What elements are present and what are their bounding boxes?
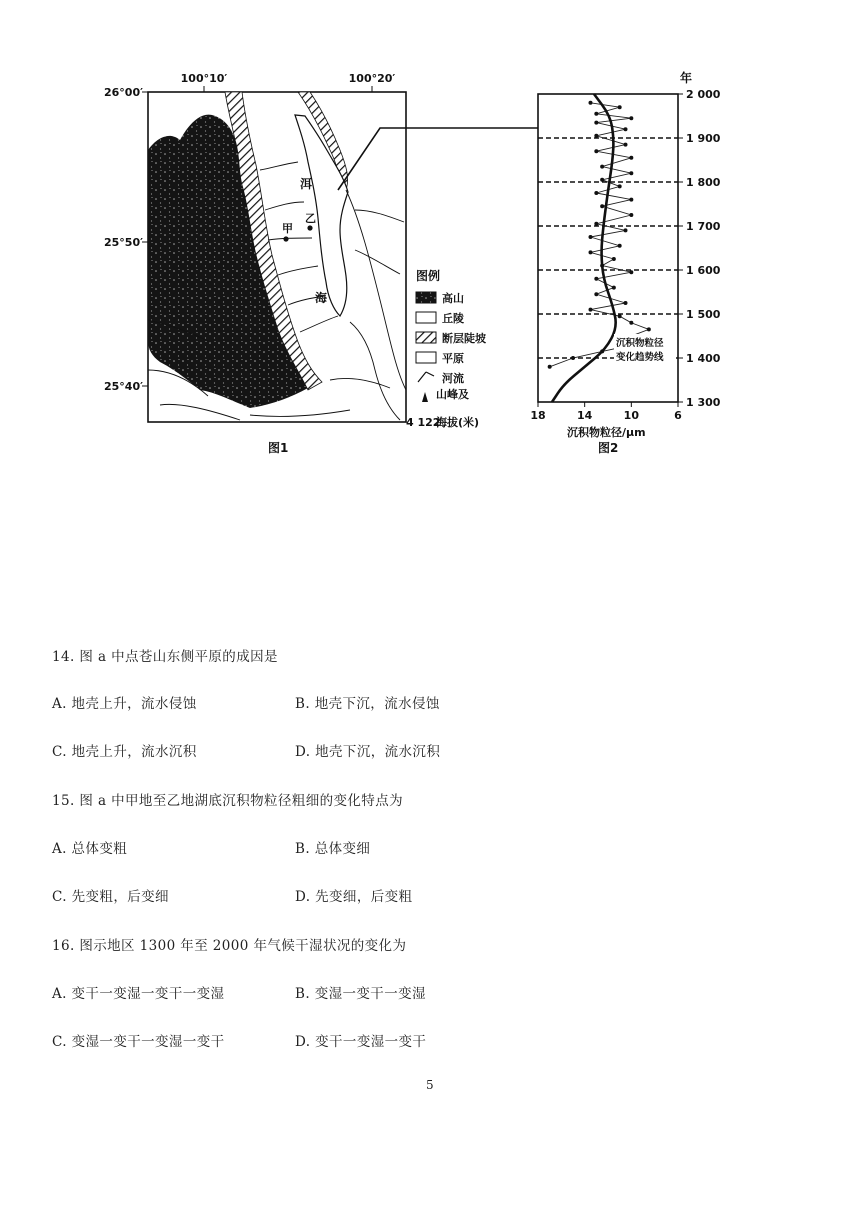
year-tick-label: 1 600: [686, 264, 720, 277]
legend-peak-elevation: 4 122: [406, 416, 441, 429]
question-15-option-a[interactable]: A. 总体变粗: [52, 841, 128, 857]
legend-label-elevation: 海拔(米): [436, 416, 480, 429]
legend-label-river: 河流: [442, 372, 464, 385]
grain-size-point: [594, 277, 598, 281]
grain-size-point: [624, 143, 628, 147]
grain-size-point: [594, 121, 598, 125]
grain-size-point: [589, 101, 593, 105]
legend-icon-hills: [416, 312, 436, 323]
grain-size-point: [589, 308, 593, 312]
question-14-option-d[interactable]: D. 地壳下沉，流水沉积: [295, 744, 441, 760]
grain-size-point: [571, 356, 575, 360]
grain-size-point: [629, 270, 633, 274]
grain-size-point: [548, 365, 552, 369]
question-16-stem: 16. 图示地区 1300 年至 2000 年气候干湿状况的变化为: [52, 938, 407, 954]
year-tick-label: 1 700: [686, 220, 720, 233]
lat-tick-1: 26°00′: [104, 86, 144, 99]
grain-size-point: [624, 127, 628, 131]
year-tick-label: 1 400: [686, 352, 720, 365]
question-15-stem: 15. 图 a 中甲地至乙地湖底沉积物粒径粗细的变化特点为: [52, 793, 403, 809]
grain-size-point: [624, 301, 628, 305]
grain-size-point: [594, 191, 598, 195]
question-14-option-b[interactable]: B. 地壳下沉，流水侵蚀: [295, 696, 440, 712]
grain-size-point: [589, 250, 593, 254]
trend-label-line1: 沉积物粒径: [616, 338, 664, 349]
grain-size-point: [629, 198, 633, 202]
year-tick-label: 1 900: [686, 132, 720, 145]
grain-size-point: [629, 116, 633, 120]
x-tick-label: 10: [623, 409, 639, 422]
page-number: 5: [426, 1078, 434, 1092]
grain-size-point: [629, 321, 633, 325]
point-jia-marker: [283, 236, 288, 241]
grain-size-point: [629, 213, 633, 217]
figure-area: [100, 70, 720, 460]
question-14-stem: 14. 图 a 中点苍山东侧平原的成因是: [52, 649, 278, 665]
point-yi-label: 乙: [305, 212, 316, 225]
year-tick-label: 1 500: [686, 308, 720, 321]
question-15-option-c[interactable]: C. 先变粗，后变细: [52, 889, 169, 905]
year-unit-label: 年: [680, 71, 693, 85]
legend-label-high-mountain: 高山: [442, 292, 464, 305]
legend-icon-fault-scarp: [416, 332, 436, 343]
year-tick-label: 1 800: [686, 176, 720, 189]
grain-size-point: [629, 171, 633, 175]
legend-icon-high-mountain: [416, 292, 436, 303]
grain-size-point: [618, 184, 622, 188]
year-tick-label: 1 300: [686, 396, 720, 409]
grain-size-point: [647, 327, 651, 331]
peak-symbol-icon: [422, 392, 428, 402]
x-tick-label: 6: [674, 409, 682, 422]
figure2-caption: 图2: [598, 441, 619, 455]
grain-size-point: [594, 292, 598, 296]
figures-svg: [100, 70, 720, 460]
legend-icon-plain: [416, 352, 436, 363]
grain-size-point: [600, 178, 604, 182]
grain-size-point: [594, 149, 598, 153]
grain-size-point: [618, 105, 622, 109]
figure1-map: [104, 72, 538, 455]
question-16-option-b[interactable]: B. 变湿一变干一变湿: [295, 986, 426, 1002]
question-14-option-a[interactable]: A. 地壳上升，流水侵蚀: [52, 696, 197, 712]
grain-size-point: [618, 314, 622, 318]
question-15-option-b[interactable]: B. 总体变细: [295, 841, 371, 857]
x-tick-label: 14: [577, 409, 593, 422]
figure1-caption: 图1: [268, 441, 289, 455]
lake-label-er: 洱: [300, 177, 313, 191]
year-tick-label: 2 000: [686, 88, 720, 101]
lat-tick-3: 25°40′: [104, 380, 144, 393]
grain-size-point: [624, 228, 628, 232]
grain-size-point: [600, 204, 604, 208]
grain-size-point: [612, 286, 616, 290]
legend-label-plain: 平原: [442, 352, 464, 365]
grain-size-point: [600, 165, 604, 169]
chart-xlabel: 沉积物粒径/μm: [567, 426, 646, 439]
grain-size-point: [594, 134, 598, 138]
lon-tick-2: 100°20′: [348, 72, 396, 85]
question-16-option-c[interactable]: C. 变湿一变干一变湿一变干: [52, 1034, 225, 1050]
legend-title: 图例: [416, 269, 441, 283]
grain-size-point: [612, 257, 616, 261]
trend-label-line2: 变化趋势线: [616, 352, 664, 363]
question-14-option-c[interactable]: C. 地壳上升，流水沉积: [52, 744, 197, 760]
legend-label-peak: 山峰及: [436, 388, 469, 401]
lake-label-hai: 海: [315, 291, 328, 305]
legend-label-hills: 丘陵: [442, 312, 464, 325]
point-yi-marker: [307, 225, 312, 230]
grain-size-point: [594, 222, 598, 226]
river-symbol-icon: [418, 372, 434, 382]
grain-size-point: [618, 244, 622, 248]
grain-size-point: [589, 235, 593, 239]
question-16-option-a[interactable]: A. 变干一变湿一变干一变湿: [52, 986, 225, 1002]
lon-tick-1: 100°10′: [180, 72, 228, 85]
grain-size-point: [629, 156, 633, 160]
grain-size-point: [594, 112, 598, 116]
map-legend: [406, 268, 487, 429]
question-16-option-d[interactable]: D. 变干一变湿一变干: [295, 1034, 427, 1050]
point-jia-label: 甲: [282, 222, 293, 235]
figure2-chart: [530, 70, 720, 455]
question-15-option-d[interactable]: D. 先变细，后变粗: [295, 889, 413, 905]
legend-label-fault-scarp: 断层陡坡: [442, 332, 486, 345]
x-tick-label: 18: [530, 409, 546, 422]
lat-tick-2: 25°50′: [104, 236, 144, 249]
